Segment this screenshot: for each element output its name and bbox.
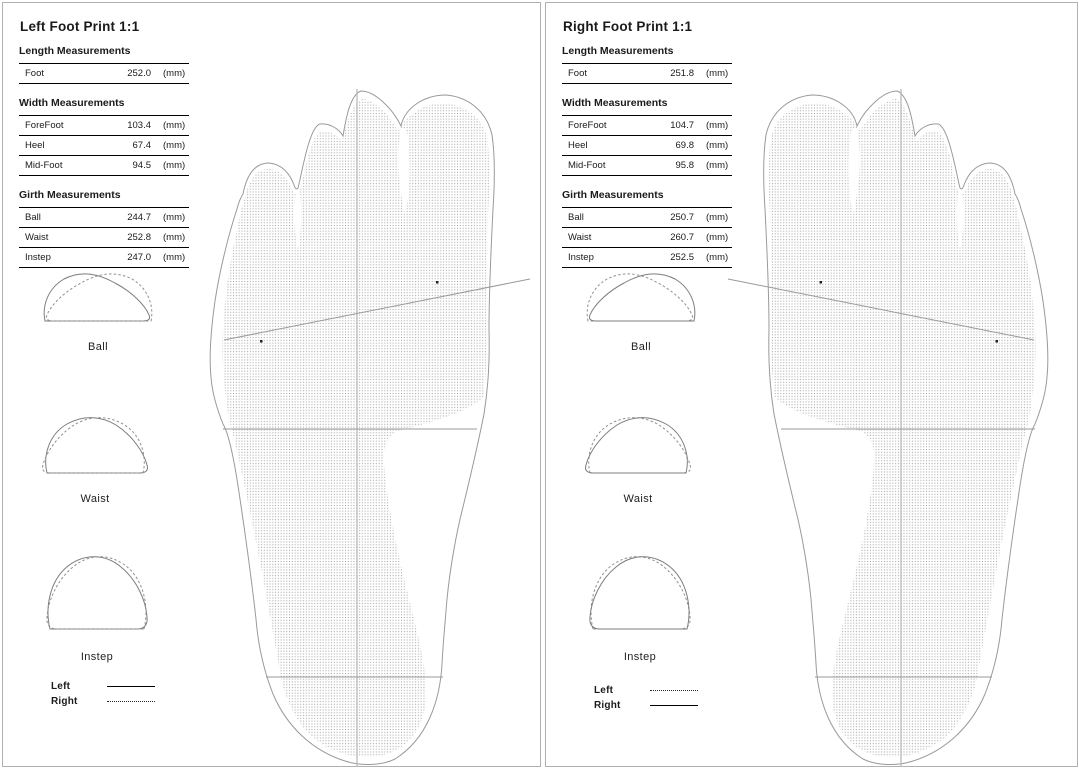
section-heading-length: Length Measurements	[19, 45, 131, 57]
row-label: Instep	[25, 252, 51, 263]
measurements-column	[19, 45, 189, 268]
length-measurements-table	[19, 63, 189, 84]
row-unit: (mm)	[163, 68, 186, 79]
legend-label: Right	[51, 696, 78, 707]
row-label: ForeFoot	[568, 120, 607, 131]
row-value: 94.5	[132, 160, 151, 171]
ball-cross-section-figure	[580, 267, 702, 353]
row-unit: (mm)	[163, 160, 186, 171]
row-value: 252.0	[127, 68, 151, 79]
section-heading-girth: Girth Measurements	[562, 189, 664, 201]
legend-item	[594, 698, 698, 713]
row-value: 251.8	[670, 68, 694, 79]
right-foot-curve	[590, 557, 689, 629]
instep-cross-section-canvas	[584, 551, 696, 639]
row-value: 95.8	[675, 160, 694, 171]
row-label: Waist	[25, 232, 49, 243]
waist-cross-section-figure	[582, 411, 694, 505]
waist-cross-section-canvas	[582, 411, 694, 481]
table-row	[562, 135, 732, 155]
right-foot-curve	[42, 418, 144, 473]
ball-landmark-dot	[820, 281, 823, 284]
page-title: Left Foot Print 1:1	[20, 19, 140, 34]
table-row	[562, 63, 732, 84]
table-row	[562, 115, 732, 135]
row-label: Foot	[25, 68, 45, 79]
row-value: 103.4	[127, 120, 151, 131]
right-footprint-figure	[719, 79, 1059, 771]
ball-landmark-dot	[260, 340, 263, 343]
table-row	[19, 63, 189, 84]
table-row	[562, 207, 732, 227]
left-footprint-figure	[199, 79, 539, 771]
instep-cross-section-label: Instep	[80, 651, 114, 663]
right-foot-curve	[47, 557, 146, 629]
left-foot-report-panel	[2, 2, 541, 767]
ball-cross-section-label: Ball	[631, 341, 651, 353]
section-heading-width: Width Measurements	[19, 97, 125, 109]
row-label: Ball	[568, 212, 584, 223]
waist-cross-section-canvas	[39, 411, 151, 481]
legend-label: Right	[594, 700, 621, 711]
girth-measurements-table	[562, 207, 732, 268]
table-row	[19, 227, 189, 247]
row-label: Instep	[568, 252, 594, 263]
ball-cross-section-figure	[37, 267, 159, 353]
legend-item	[51, 679, 155, 694]
legend	[51, 679, 155, 709]
instep-cross-section-label: Instep	[623, 651, 657, 663]
section-heading-width: Width Measurements	[562, 97, 668, 109]
legend	[594, 683, 698, 713]
width-measurements-table	[19, 115, 189, 176]
row-value: 244.7	[127, 212, 151, 223]
row-label: Heel	[25, 140, 45, 151]
instep-cross-section-figure	[41, 551, 153, 663]
row-value: 252.8	[127, 232, 151, 243]
row-label: Ball	[25, 212, 41, 223]
ball-cross-section-label: Ball	[88, 341, 108, 353]
dotted-line-sample	[107, 701, 155, 702]
waist-cross-section-label: Waist	[80, 493, 110, 505]
ball-cross-section-canvas	[37, 267, 159, 329]
row-value: 104.7	[670, 120, 694, 131]
table-row	[19, 207, 189, 227]
width-measurements-table	[562, 115, 732, 176]
section-heading-girth: Girth Measurements	[19, 189, 121, 201]
table-row	[562, 155, 732, 176]
row-unit: (mm)	[706, 160, 729, 171]
row-value: 260.7	[670, 232, 694, 243]
row-unit: (mm)	[706, 120, 729, 131]
waist-cross-section-label: Waist	[623, 493, 653, 505]
table-row	[562, 247, 732, 268]
legend-label: Left	[594, 685, 614, 696]
table-row	[19, 155, 189, 176]
row-unit: (mm)	[706, 212, 729, 223]
row-value: 250.7	[670, 212, 694, 223]
right-foot-curve	[585, 418, 687, 473]
row-label: Heel	[568, 140, 588, 151]
table-row	[19, 135, 189, 155]
row-value: 69.8	[675, 140, 694, 151]
ball-landmark-dot	[996, 340, 999, 343]
row-value: 247.0	[127, 252, 151, 263]
row-label: Waist	[568, 232, 592, 243]
table-row	[19, 115, 189, 135]
right-foot-report-panel	[545, 2, 1078, 767]
length-measurements-table	[562, 63, 732, 84]
table-row	[562, 227, 732, 247]
dotted-line-sample	[650, 690, 698, 691]
left-foot-curve	[589, 418, 691, 473]
page-title: Right Foot Print 1:1	[563, 19, 693, 34]
row-unit: (mm)	[163, 232, 186, 243]
row-value: 67.4	[132, 140, 151, 151]
row-label: Mid-Foot	[568, 160, 606, 171]
row-unit: (mm)	[706, 232, 729, 243]
row-unit: (mm)	[706, 140, 729, 151]
solid-line-sample	[650, 705, 698, 706]
legend-label: Left	[51, 681, 71, 692]
row-unit: (mm)	[163, 120, 186, 131]
table-row	[19, 247, 189, 268]
row-unit: (mm)	[706, 68, 729, 79]
legend-item	[51, 694, 155, 709]
waist-cross-section-figure	[39, 411, 151, 505]
left-foot-curve	[48, 557, 147, 629]
ball-landmark-dot	[436, 281, 439, 284]
girth-measurements-table	[19, 207, 189, 268]
legend-item	[594, 683, 698, 698]
ball-cross-section-canvas	[580, 267, 702, 329]
row-unit: (mm)	[163, 140, 186, 151]
instep-cross-section-figure	[584, 551, 696, 663]
row-unit: (mm)	[163, 212, 186, 223]
section-heading-length: Length Measurements	[562, 45, 674, 57]
solid-line-sample	[107, 686, 155, 687]
row-value: 252.5	[670, 252, 694, 263]
row-unit: (mm)	[163, 252, 186, 263]
row-label: Mid-Foot	[25, 160, 63, 171]
row-unit: (mm)	[706, 252, 729, 263]
row-label: Foot	[568, 68, 588, 79]
left-foot-curve	[591, 557, 690, 629]
row-label: ForeFoot	[25, 120, 64, 131]
instep-cross-section-canvas	[41, 551, 153, 639]
left-foot-curve	[46, 418, 148, 473]
measurements-column	[562, 45, 732, 268]
